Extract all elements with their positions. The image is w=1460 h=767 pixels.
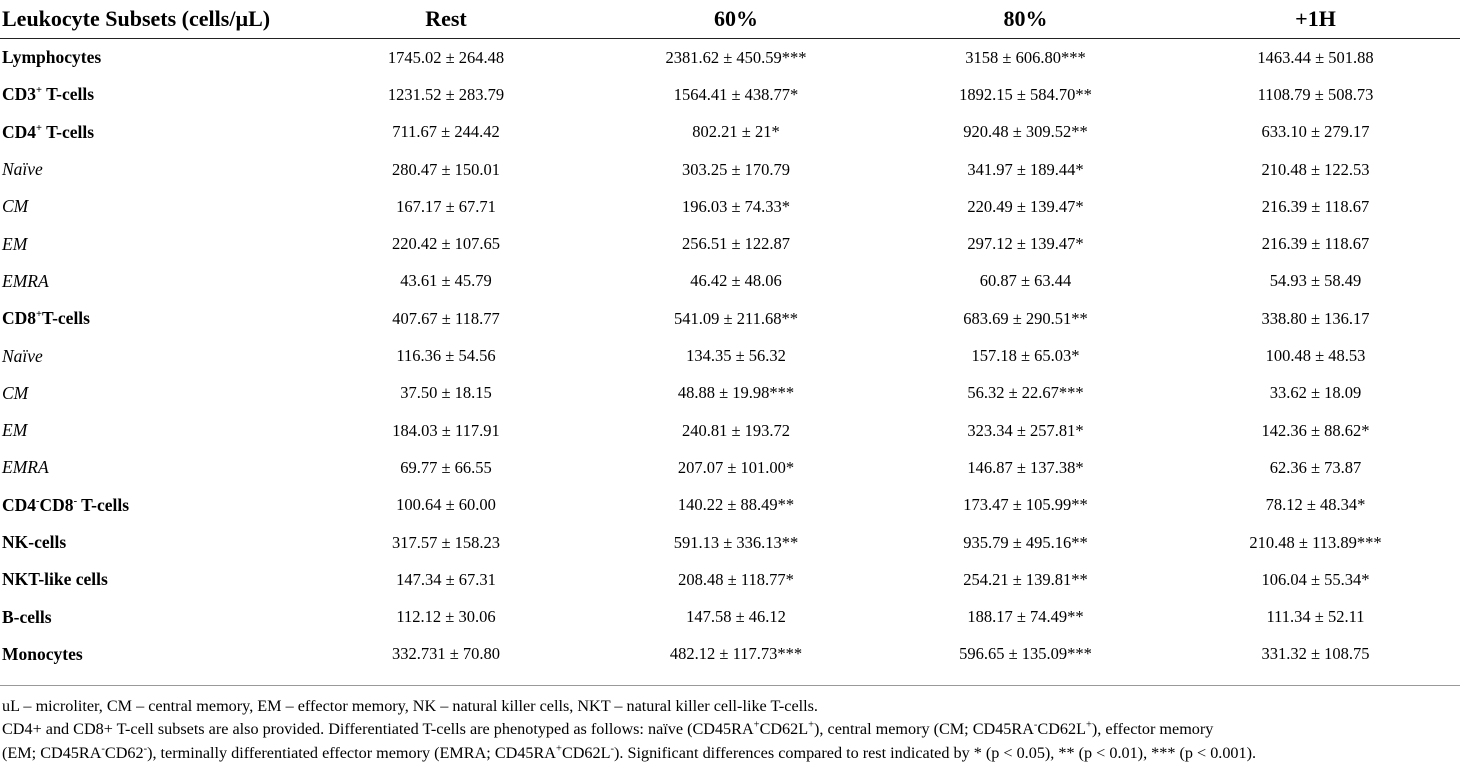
cell-rest: 1745.02 ± 264.48 xyxy=(387,47,505,67)
footnote-text: CD62L xyxy=(561,743,611,762)
cell-80: 56.32 ± 22.67*** xyxy=(967,383,1084,403)
cell-rest: 43.61 ± 45.79 xyxy=(400,271,492,291)
row-label xyxy=(0,375,300,412)
cell-60: 482.12 ± 117.73*** xyxy=(669,644,803,664)
cell-rest: 37.50 ± 18.15 xyxy=(400,383,492,403)
row-label xyxy=(0,188,300,225)
cell-rest: 317.57 ± 158.23 xyxy=(391,532,501,552)
superscript: - xyxy=(610,743,614,755)
table-bottom-rule xyxy=(0,685,1460,686)
cell-80: 220.49 ± 139.47* xyxy=(967,196,1084,216)
row-label xyxy=(0,449,300,486)
row-label-text: CD4 xyxy=(2,494,37,515)
cell-rest: 112.12 ± 30.06 xyxy=(396,607,496,627)
cell-plus1h: 100.48 ± 48.53 xyxy=(1265,346,1366,366)
table-row xyxy=(0,375,1460,412)
row-label xyxy=(0,524,300,561)
row-label-text: Monocytes xyxy=(2,643,83,664)
row-label-text: NK-cells xyxy=(2,532,67,552)
cell-plus1h: 1108.79 ± 508.73 xyxy=(1257,84,1374,104)
row-label-text: CM xyxy=(2,196,29,217)
row-label xyxy=(0,487,300,524)
footnote-text: ), effector memory xyxy=(1091,720,1214,739)
cell-60: 196.03 ± 74.33* xyxy=(681,196,791,216)
table-footnotes xyxy=(2,695,1458,765)
row-label-text: CM xyxy=(2,382,29,403)
table-row xyxy=(0,114,1460,151)
row-label-text: B-cells xyxy=(2,606,52,627)
cell-60: 802.21 ± 21* xyxy=(692,122,780,142)
cell-plus1h: 78.12 ± 48.34* xyxy=(1265,495,1366,515)
cell-plus1h: 331.32 ± 108.75 xyxy=(1261,644,1370,664)
table-row xyxy=(0,263,1460,300)
row-label-text: T-cells xyxy=(42,308,90,329)
cell-60: 207.07 ± 101.00* xyxy=(677,457,795,477)
cell-80: 297.12 ± 139.47* xyxy=(967,234,1084,254)
cell-plus1h: 54.93 ± 58.49 xyxy=(1269,271,1362,291)
cell-rest: 167.17 ± 67.71 xyxy=(396,196,496,216)
footnote-text: ), central memory (CM; CD45RA xyxy=(814,720,1034,739)
cell-plus1h: 210.48 ± 113.89*** xyxy=(1249,532,1382,552)
table-row xyxy=(0,225,1460,262)
row-label xyxy=(0,225,300,262)
table-row xyxy=(0,188,1460,225)
cell-rest: 711.67 ± 244.42 xyxy=(392,122,500,142)
table-row xyxy=(0,151,1460,188)
cell-80: 173.47 ± 105.99** xyxy=(963,495,1088,515)
cell-rest: 220.42 ± 107.65 xyxy=(391,234,501,254)
row-label-text: NKT-like cells xyxy=(2,569,108,590)
table-row xyxy=(0,449,1460,486)
row-label xyxy=(0,39,300,77)
footnote-text: CD62L xyxy=(1037,720,1086,739)
cell-rest: 280.47 ± 150.01 xyxy=(391,159,501,179)
cell-plus1h: 111.34 ± 52.11 xyxy=(1266,607,1365,627)
row-label-text: EM xyxy=(2,233,28,254)
row-label-text: EM xyxy=(2,420,28,441)
cell-60: 140.22 ± 88.49** xyxy=(677,495,795,515)
row-label xyxy=(0,598,300,635)
row-label-text: Naïve xyxy=(2,159,43,180)
cell-plus1h: 33.62 ± 18.09 xyxy=(1269,383,1362,403)
cell-80: 935.79 ± 495.16** xyxy=(963,532,1088,552)
cell-plus1h: 216.39 ± 118.67 xyxy=(1261,234,1370,254)
cell-60: 147.58 ± 46.12 xyxy=(686,607,786,627)
cell-80: 323.34 ± 257.81* xyxy=(967,420,1084,440)
footnote-text: ), terminally differentiated effector memory (EMRA; CD45RA xyxy=(147,743,557,762)
row-label-text: Naïve xyxy=(2,345,43,366)
row-label-text: T-cells xyxy=(42,84,95,105)
row-label xyxy=(0,300,300,337)
row-label-text: T-cells xyxy=(42,121,95,142)
superscript: + xyxy=(36,85,43,97)
superscript: + xyxy=(808,720,815,732)
cell-plus1h: 106.04 ± 55.34* xyxy=(1261,569,1370,589)
cell-60: 2381.62 ± 450.59*** xyxy=(665,47,807,67)
cell-60: 240.81 ± 193.72 xyxy=(681,420,791,440)
cell-plus1h: 142.36 ± 88.62* xyxy=(1261,420,1370,440)
header-row xyxy=(0,0,1460,39)
header-60: 60% xyxy=(592,0,880,39)
cell-60: 48.88 ± 19.98*** xyxy=(677,383,795,403)
footnote-phenotypes xyxy=(2,718,1458,741)
cell-80: 157.18 ± 65.03* xyxy=(971,346,1080,366)
cell-60: 208.48 ± 118.77* xyxy=(678,569,794,589)
row-label-text: CD8 xyxy=(39,494,74,515)
table-body xyxy=(0,39,1460,674)
cell-rest: 332.731 ± 70.80 xyxy=(391,644,501,664)
cell-plus1h: 210.48 ± 122.53 xyxy=(1261,159,1370,179)
footnote-text: CD62L xyxy=(759,720,809,739)
table-row xyxy=(0,524,1460,561)
row-label-text: EMRA xyxy=(2,270,49,291)
superscript: + xyxy=(36,309,43,321)
row-label-text: EMRA xyxy=(2,457,49,478)
table-row xyxy=(0,598,1460,635)
row-label xyxy=(0,337,300,374)
table-row xyxy=(0,76,1460,113)
cell-80: 254.21 ± 139.81** xyxy=(963,569,1088,589)
cell-80: 341.97 ± 189.44* xyxy=(967,159,1084,179)
cell-60: 591.13 ± 336.13** xyxy=(673,532,799,552)
footnote-text: CD62 xyxy=(104,743,144,762)
cell-plus1h: 62.36 ± 73.87 xyxy=(1269,457,1362,477)
footnote-significance xyxy=(2,742,1458,765)
header-80: 80% xyxy=(880,0,1171,39)
footnote-abbreviations: uL – microliter, CM – central memory, EM – effector memory, NK – natural killer cells, NKT – natural killer cell-like T-cells. xyxy=(2,697,818,715)
footnote-text: CD4+ and CD8+ T-cell subsets are also provided. Differentiated T-cells are phenotyped as follows: naïve (CD45RA xyxy=(2,720,754,739)
cell-rest: 1231.52 ± 283.79 xyxy=(387,84,505,104)
superscript: - xyxy=(143,743,148,755)
cell-rest: 100.64 ± 60.00 xyxy=(396,495,496,515)
row-label xyxy=(0,76,300,113)
cell-60: 541.09 ± 211.68** xyxy=(674,308,798,328)
cell-60: 134.35 ± 56.32 xyxy=(686,346,786,366)
table-row xyxy=(0,300,1460,337)
row-label-text: CD8 xyxy=(2,308,37,329)
cell-rest: 407.67 ± 118.77 xyxy=(392,308,500,328)
row-label xyxy=(0,412,300,449)
cell-60: 303.25 ± 170.79 xyxy=(681,159,791,179)
cell-60: 1564.41 ± 438.77* xyxy=(673,84,799,104)
superscript: + xyxy=(753,720,760,732)
row-label xyxy=(0,114,300,151)
superscript: + xyxy=(556,743,562,755)
cell-80: 3158 ± 606.80*** xyxy=(965,47,1086,67)
header-subset: Leukocyte Subsets (cells/µL) xyxy=(0,0,300,39)
cell-80: 920.48 ± 309.52** xyxy=(963,122,1088,142)
cell-80: 1892.15 ± 584.70** xyxy=(959,84,1092,104)
footnote-text: ). Significant differences compared to rest indicated by * (p < 0.05), ** (p < 0.01), *** (p < 0.001). xyxy=(614,743,1257,762)
cell-60: 256.51 ± 122.87 xyxy=(681,234,791,254)
row-label-text: T-cells xyxy=(77,494,130,515)
cell-80: 60.87 ± 63.44 xyxy=(979,271,1072,291)
table-row xyxy=(0,39,1460,77)
header-rest: Rest xyxy=(300,0,592,39)
superscript: - xyxy=(1033,720,1038,732)
cell-80: 596.65 ± 135.09*** xyxy=(959,644,1092,664)
footnote-text: (EM; CD45RA xyxy=(2,743,102,762)
cell-plus1h: 216.39 ± 118.67 xyxy=(1261,196,1370,216)
row-label xyxy=(0,263,300,300)
superscript: - xyxy=(73,495,78,507)
row-label-text: Lymphocytes xyxy=(2,47,102,68)
table-row xyxy=(0,487,1460,524)
superscript: + xyxy=(36,122,43,134)
cell-plus1h: 1463.44 ± 501.88 xyxy=(1257,47,1374,67)
row-label-text: CD3 xyxy=(2,84,37,105)
cell-rest: 147.34 ± 67.31 xyxy=(396,569,496,589)
cell-plus1h: 633.10 ± 279.17 xyxy=(1261,122,1370,142)
cell-rest: 69.77 ± 66.55 xyxy=(400,457,492,477)
cell-plus1h: 338.80 ± 136.17 xyxy=(1261,308,1370,328)
header-plus1h: +1H xyxy=(1171,0,1460,39)
row-label xyxy=(0,151,300,188)
cell-60: 46.42 ± 48.06 xyxy=(690,271,782,291)
table-row xyxy=(0,412,1460,449)
table-row xyxy=(0,337,1460,374)
superscript: - xyxy=(101,743,105,755)
table-row xyxy=(0,561,1460,598)
cell-80: 188.17 ± 74.49** xyxy=(967,607,1084,627)
superscript: - xyxy=(36,495,40,507)
superscript: + xyxy=(1085,720,1092,732)
cell-80: 683.69 ± 290.51** xyxy=(963,308,1088,328)
row-label xyxy=(0,636,300,673)
cell-80: 146.87 ± 137.38* xyxy=(967,457,1084,477)
cell-rest: 184.03 ± 117.91 xyxy=(392,420,500,440)
row-label-text: CD4 xyxy=(2,121,37,142)
table-row xyxy=(0,636,1460,673)
row-label xyxy=(0,561,300,598)
cell-rest: 116.36 ± 54.56 xyxy=(396,346,496,366)
